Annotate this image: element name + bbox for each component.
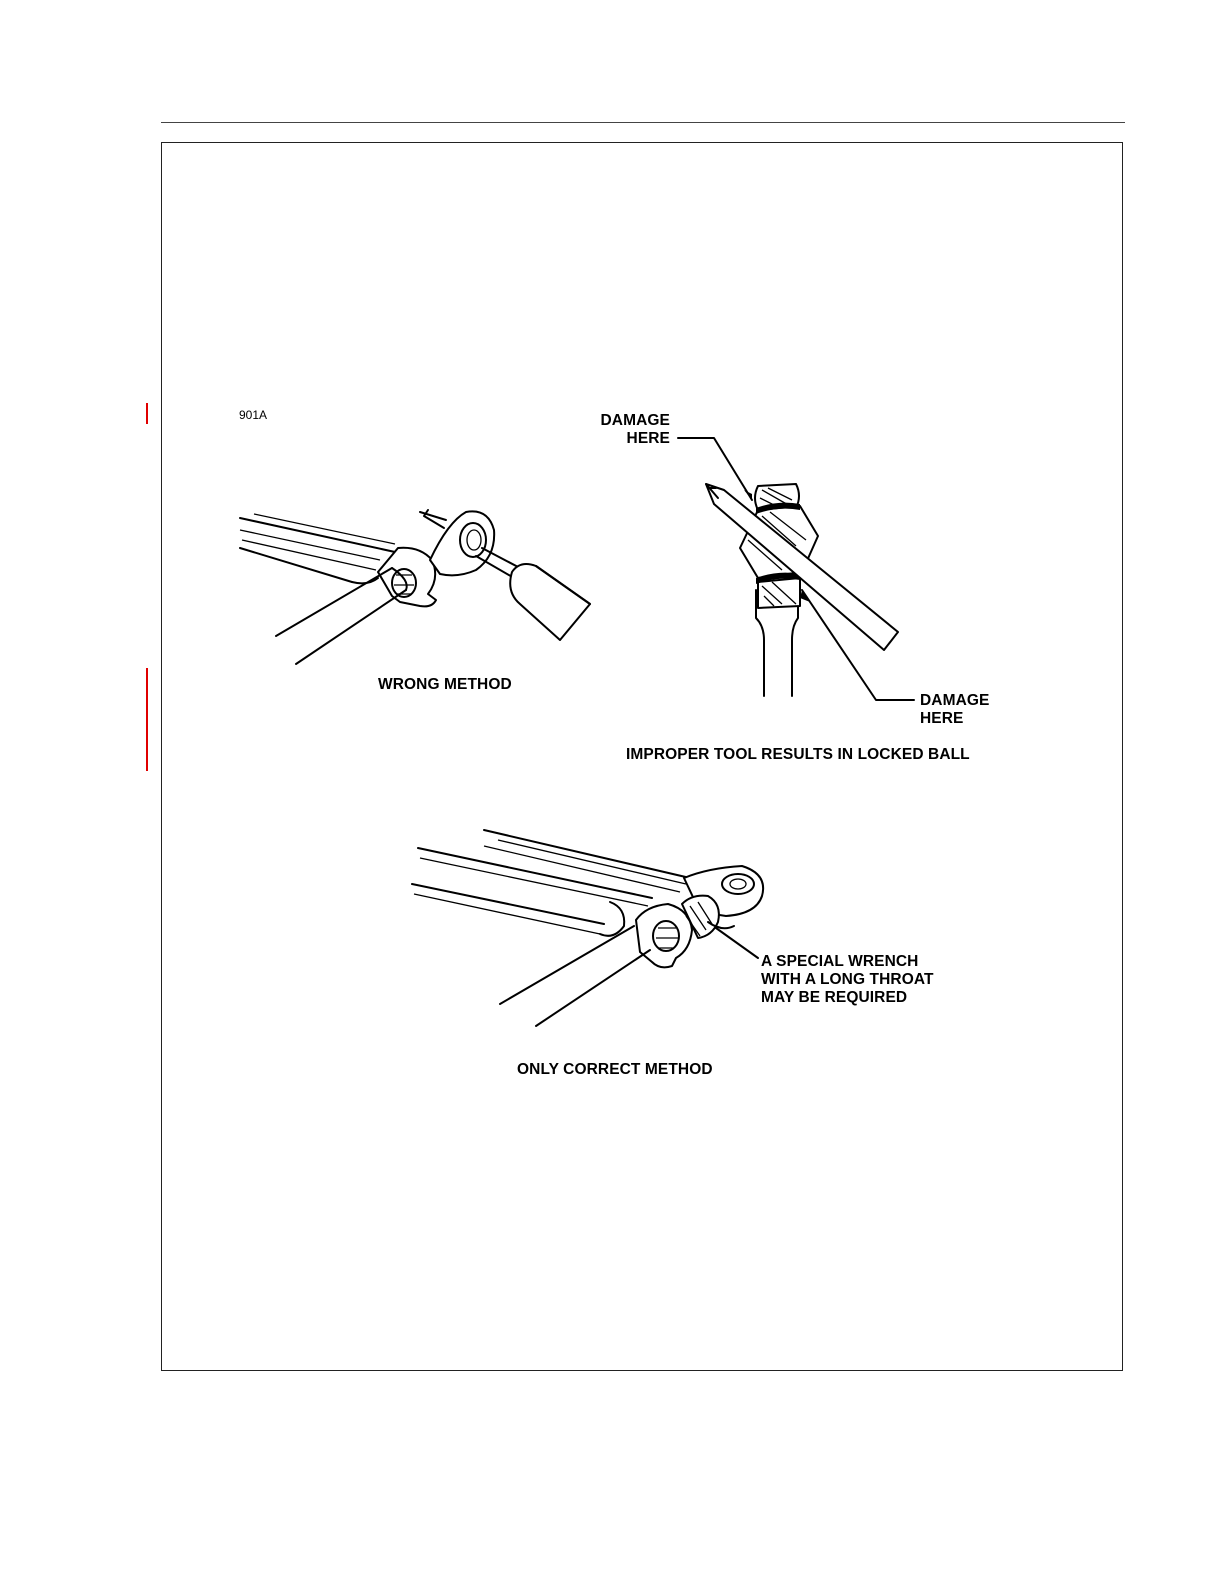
wrong-method-label: WRONG METHOD (378, 676, 512, 693)
wrong-method-illustration (240, 510, 590, 664)
figure-number: 901A (239, 408, 268, 422)
damage-here-top-label-line1: DAMAGE (600, 412, 670, 429)
damage-here-top-label-line2: HERE (626, 430, 670, 447)
correct-method-illustration (412, 830, 763, 1026)
only-correct-method-label: ONLY CORRECT METHOD (517, 1061, 713, 1078)
special-wrench-label-line1: A SPECIAL WRENCH (761, 953, 919, 970)
special-wrench-label-line2: WITH A LONG THROAT (761, 971, 934, 988)
improper-tool-caption: IMPROPER TOOL RESULTS IN LOCKED BALL (626, 746, 970, 763)
damage-here-bottom-label-line1: DAMAGE (920, 692, 990, 709)
damage-here-bottom-label-line2: HERE (920, 710, 964, 727)
special-wrench-label-line3: MAY BE REQUIRED (761, 989, 908, 1006)
improper-tool-illustration (678, 438, 914, 700)
